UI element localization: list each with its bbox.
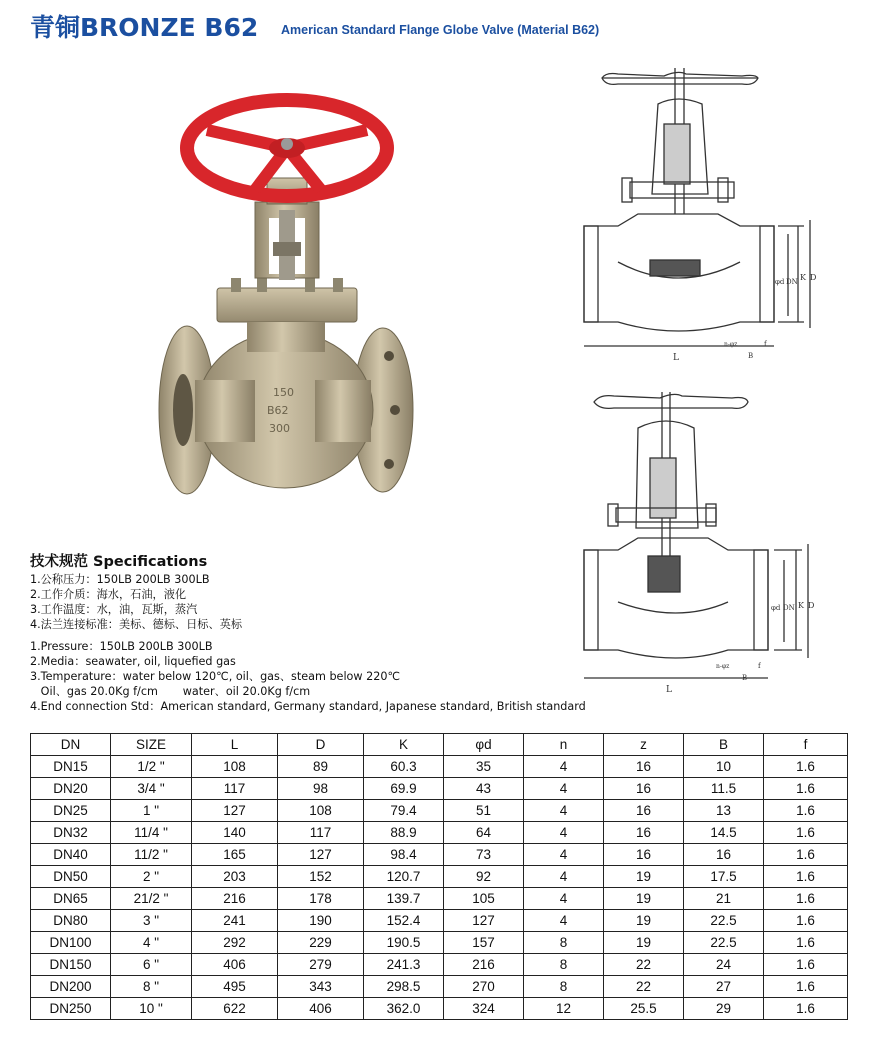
table-row xyxy=(31,932,848,954)
table-cell: 140 xyxy=(192,822,278,844)
table-cell: 11.5 xyxy=(684,778,764,800)
table-cell: 1.6 xyxy=(764,976,848,998)
valve-section-drawing-top xyxy=(578,64,820,374)
column-header: n xyxy=(524,734,604,756)
table-cell: 16 xyxy=(604,756,684,778)
valve-section-drawing-bottom xyxy=(578,388,820,698)
table-cell: 4 xyxy=(524,778,604,800)
table-cell: 11/2 " xyxy=(111,844,192,866)
table-cell: 2 " xyxy=(111,866,192,888)
table-cell: 406 xyxy=(192,954,278,976)
table-cell: 89 xyxy=(278,756,364,778)
table-cell: DN50 xyxy=(31,866,111,888)
table-cell: 216 xyxy=(192,888,278,910)
svg-text:f: f xyxy=(758,662,761,670)
table-cell: 270 xyxy=(444,976,524,998)
svg-text:n-φz: n-φz xyxy=(716,663,730,670)
table-cell: 216 xyxy=(444,954,524,976)
body-mark-2: B62 xyxy=(267,404,289,417)
table-cell: 105 xyxy=(444,888,524,910)
dimension-table xyxy=(30,733,848,1020)
table-cell: DN25 xyxy=(31,800,111,822)
table-cell: 19 xyxy=(604,866,684,888)
table-cell: 120.7 xyxy=(364,866,444,888)
column-header: K xyxy=(364,734,444,756)
svg-text:D: D xyxy=(808,601,815,610)
table-cell: 1.6 xyxy=(764,954,848,976)
table-row xyxy=(31,910,848,932)
table-cell: 19 xyxy=(604,910,684,932)
table-cell: 19 xyxy=(604,932,684,954)
table-cell: 165 xyxy=(192,844,278,866)
table-cell: 4 xyxy=(524,822,604,844)
table-cell: 3 " xyxy=(111,910,192,932)
table-cell: 4 xyxy=(524,866,604,888)
table-cell: 1/2 " xyxy=(111,756,192,778)
spec-en-line: Oil、gas 20.0Kg f/cm water、oil 20.0Kg f/cm xyxy=(30,685,311,698)
table-cell: 27 xyxy=(684,976,764,998)
table-cell: DN20 xyxy=(31,778,111,800)
table-cell: 79.4 xyxy=(364,800,444,822)
svg-text:K: K xyxy=(800,273,806,282)
table-row xyxy=(31,756,848,778)
column-header: f xyxy=(764,734,848,756)
table-cell: 157 xyxy=(444,932,524,954)
table-cell: 35 xyxy=(444,756,524,778)
spec-en-line: 1.Pressure：150LB 200LB 300LB xyxy=(30,640,213,653)
table-row xyxy=(31,800,848,822)
table-cell: 21 xyxy=(684,888,764,910)
table-cell: DN65 xyxy=(31,888,111,910)
table-cell: 60.3 xyxy=(364,756,444,778)
table-cell: 1.6 xyxy=(764,910,848,932)
table-cell: 1.6 xyxy=(764,998,848,1020)
table-cell: 190 xyxy=(278,910,364,932)
table-cell: 16 xyxy=(604,844,684,866)
svg-text:n-φz: n-φz xyxy=(724,341,738,348)
svg-text:f: f xyxy=(764,340,767,348)
table-cell: 127 xyxy=(192,800,278,822)
table-cell: 127 xyxy=(278,844,364,866)
table-cell: 4 xyxy=(524,888,604,910)
table-cell: DN250 xyxy=(31,998,111,1020)
table-cell: 22.5 xyxy=(684,932,764,954)
column-header: B xyxy=(684,734,764,756)
specifications-heading: 技术规范 Specifications xyxy=(30,554,208,570)
table-cell: 152 xyxy=(278,866,364,888)
table-cell: 1.6 xyxy=(764,822,848,844)
table-cell: 92 xyxy=(444,866,524,888)
table-cell: 98 xyxy=(278,778,364,800)
table-cell: 88.9 xyxy=(364,822,444,844)
column-header: DN xyxy=(31,734,111,756)
table-cell: 4 " xyxy=(111,932,192,954)
svg-text:φd: φd xyxy=(771,604,781,612)
spec-cn-line: 1.公称压力：150LB 200LB 300LB xyxy=(30,573,210,586)
svg-text:L: L xyxy=(666,685,672,695)
table-cell: 19 xyxy=(604,888,684,910)
table-cell: 178 xyxy=(278,888,364,910)
column-header: L xyxy=(192,734,278,756)
svg-text:DN: DN xyxy=(786,278,798,286)
table-cell: 4 xyxy=(524,800,604,822)
table-cell: 117 xyxy=(278,822,364,844)
column-header: φd xyxy=(444,734,524,756)
spec-en-line: 4.End connection Std：American standard, Germany standard, Japanese standard, British standard xyxy=(30,700,586,713)
table-cell: 1.6 xyxy=(764,756,848,778)
table-cell: 241 xyxy=(192,910,278,932)
table-cell: 1.6 xyxy=(764,800,848,822)
table-cell: DN15 xyxy=(31,756,111,778)
table-cell: 6 " xyxy=(111,954,192,976)
svg-text:K: K xyxy=(798,601,804,610)
table-cell: 298.5 xyxy=(364,976,444,998)
table-row xyxy=(31,954,848,976)
table-cell: DN150 xyxy=(31,954,111,976)
table-cell: 495 xyxy=(192,976,278,998)
table-cell: 22.5 xyxy=(684,910,764,932)
table-row xyxy=(31,778,848,800)
spec-en-line: 2.Media：seawater, oil, liquefied gas xyxy=(30,655,236,668)
table-row xyxy=(31,888,848,910)
table-cell: 8 xyxy=(524,932,604,954)
table-cell: 16 xyxy=(604,800,684,822)
body-mark-1: 150 xyxy=(273,386,294,399)
table-cell: 17.5 xyxy=(684,866,764,888)
page-subtitle: American Standard Flange Globe Valve (Material B62) xyxy=(281,23,600,37)
table-cell: 10 xyxy=(684,756,764,778)
table-cell: 16 xyxy=(684,844,764,866)
spec-en-line: 3.Temperature：water below 120℃, oil、gas、steam below 220℃ xyxy=(30,670,401,683)
table-cell: 98.4 xyxy=(364,844,444,866)
table-cell: 1.6 xyxy=(764,866,848,888)
table-cell: 13 xyxy=(684,800,764,822)
table-cell: 279 xyxy=(278,954,364,976)
table-body xyxy=(31,756,848,1020)
svg-text:φd: φd xyxy=(775,278,785,286)
table-cell: 1.6 xyxy=(764,844,848,866)
svg-text:D: D xyxy=(810,273,817,282)
valve-photo xyxy=(155,90,417,500)
table-cell: 21/2 " xyxy=(111,888,192,910)
table-cell: 152.4 xyxy=(364,910,444,932)
table-header-row xyxy=(31,734,848,756)
table-cell: 14.5 xyxy=(684,822,764,844)
table-cell: 16 xyxy=(604,822,684,844)
table-cell: DN80 xyxy=(31,910,111,932)
table-cell: 8 xyxy=(524,976,604,998)
body-mark-3: 300 xyxy=(269,422,290,435)
table-cell: DN40 xyxy=(31,844,111,866)
spec-cn-line: 2.工作介质：海水，石油，液化 xyxy=(30,588,187,601)
table-cell: 362.0 xyxy=(364,998,444,1020)
column-header: z xyxy=(604,734,684,756)
table-cell: 324 xyxy=(444,998,524,1020)
svg-text:DN: DN xyxy=(783,604,795,612)
table-cell: 8 xyxy=(524,954,604,976)
table-cell: 343 xyxy=(278,976,364,998)
table-row xyxy=(31,976,848,998)
table-cell: 139.7 xyxy=(364,888,444,910)
table-cell: 64 xyxy=(444,822,524,844)
table-cell: 1.6 xyxy=(764,932,848,954)
table-cell: 24 xyxy=(684,954,764,976)
table-row xyxy=(31,822,848,844)
table-cell: 622 xyxy=(192,998,278,1020)
table-cell: 10 " xyxy=(111,998,192,1020)
table-cell: 12 xyxy=(524,998,604,1020)
table-cell: 29 xyxy=(684,998,764,1020)
table-cell: 292 xyxy=(192,932,278,954)
table-cell: 1.6 xyxy=(764,778,848,800)
table-cell: 16 xyxy=(604,778,684,800)
table-cell: 241.3 xyxy=(364,954,444,976)
table-cell: 4 xyxy=(524,844,604,866)
page-title: 青铜BRONZE B62 xyxy=(30,13,259,42)
table-cell: 190.5 xyxy=(364,932,444,954)
table-cell: 22 xyxy=(604,954,684,976)
table-cell: DN200 xyxy=(31,976,111,998)
table-cell: 406 xyxy=(278,998,364,1020)
table-cell: 43 xyxy=(444,778,524,800)
table-cell: 4 xyxy=(524,756,604,778)
table-row xyxy=(31,998,848,1020)
column-header: D xyxy=(278,734,364,756)
spec-cn-line: 3.工作温度：水，油，瓦斯，蒸汽 xyxy=(30,603,198,616)
svg-text:B: B xyxy=(742,674,748,682)
svg-text:B: B xyxy=(748,352,754,360)
table-cell: 108 xyxy=(278,800,364,822)
table-cell: DN100 xyxy=(31,932,111,954)
table-row xyxy=(31,844,848,866)
table-cell: 25.5 xyxy=(604,998,684,1020)
table-cell: 73 xyxy=(444,844,524,866)
table-cell: 203 xyxy=(192,866,278,888)
table-cell: 108 xyxy=(192,756,278,778)
column-header: SIZE xyxy=(111,734,192,756)
table-cell: 1.6 xyxy=(764,888,848,910)
table-cell: 4 xyxy=(524,910,604,932)
table-row xyxy=(31,866,848,888)
table-cell: 11/4 " xyxy=(111,822,192,844)
table-cell: 229 xyxy=(278,932,364,954)
table-cell: 22 xyxy=(604,976,684,998)
table-cell: 1 " xyxy=(111,800,192,822)
spec-cn-line: 4.法兰连接标准：美标、德标、日标、英标 xyxy=(30,618,243,631)
table-cell: 117 xyxy=(192,778,278,800)
table-cell: 51 xyxy=(444,800,524,822)
svg-text:L: L xyxy=(673,353,679,363)
table-cell: 127 xyxy=(444,910,524,932)
table-cell: 3/4 " xyxy=(111,778,192,800)
table-cell: DN32 xyxy=(31,822,111,844)
table-cell: 69.9 xyxy=(364,778,444,800)
table-cell: 8 " xyxy=(111,976,192,998)
